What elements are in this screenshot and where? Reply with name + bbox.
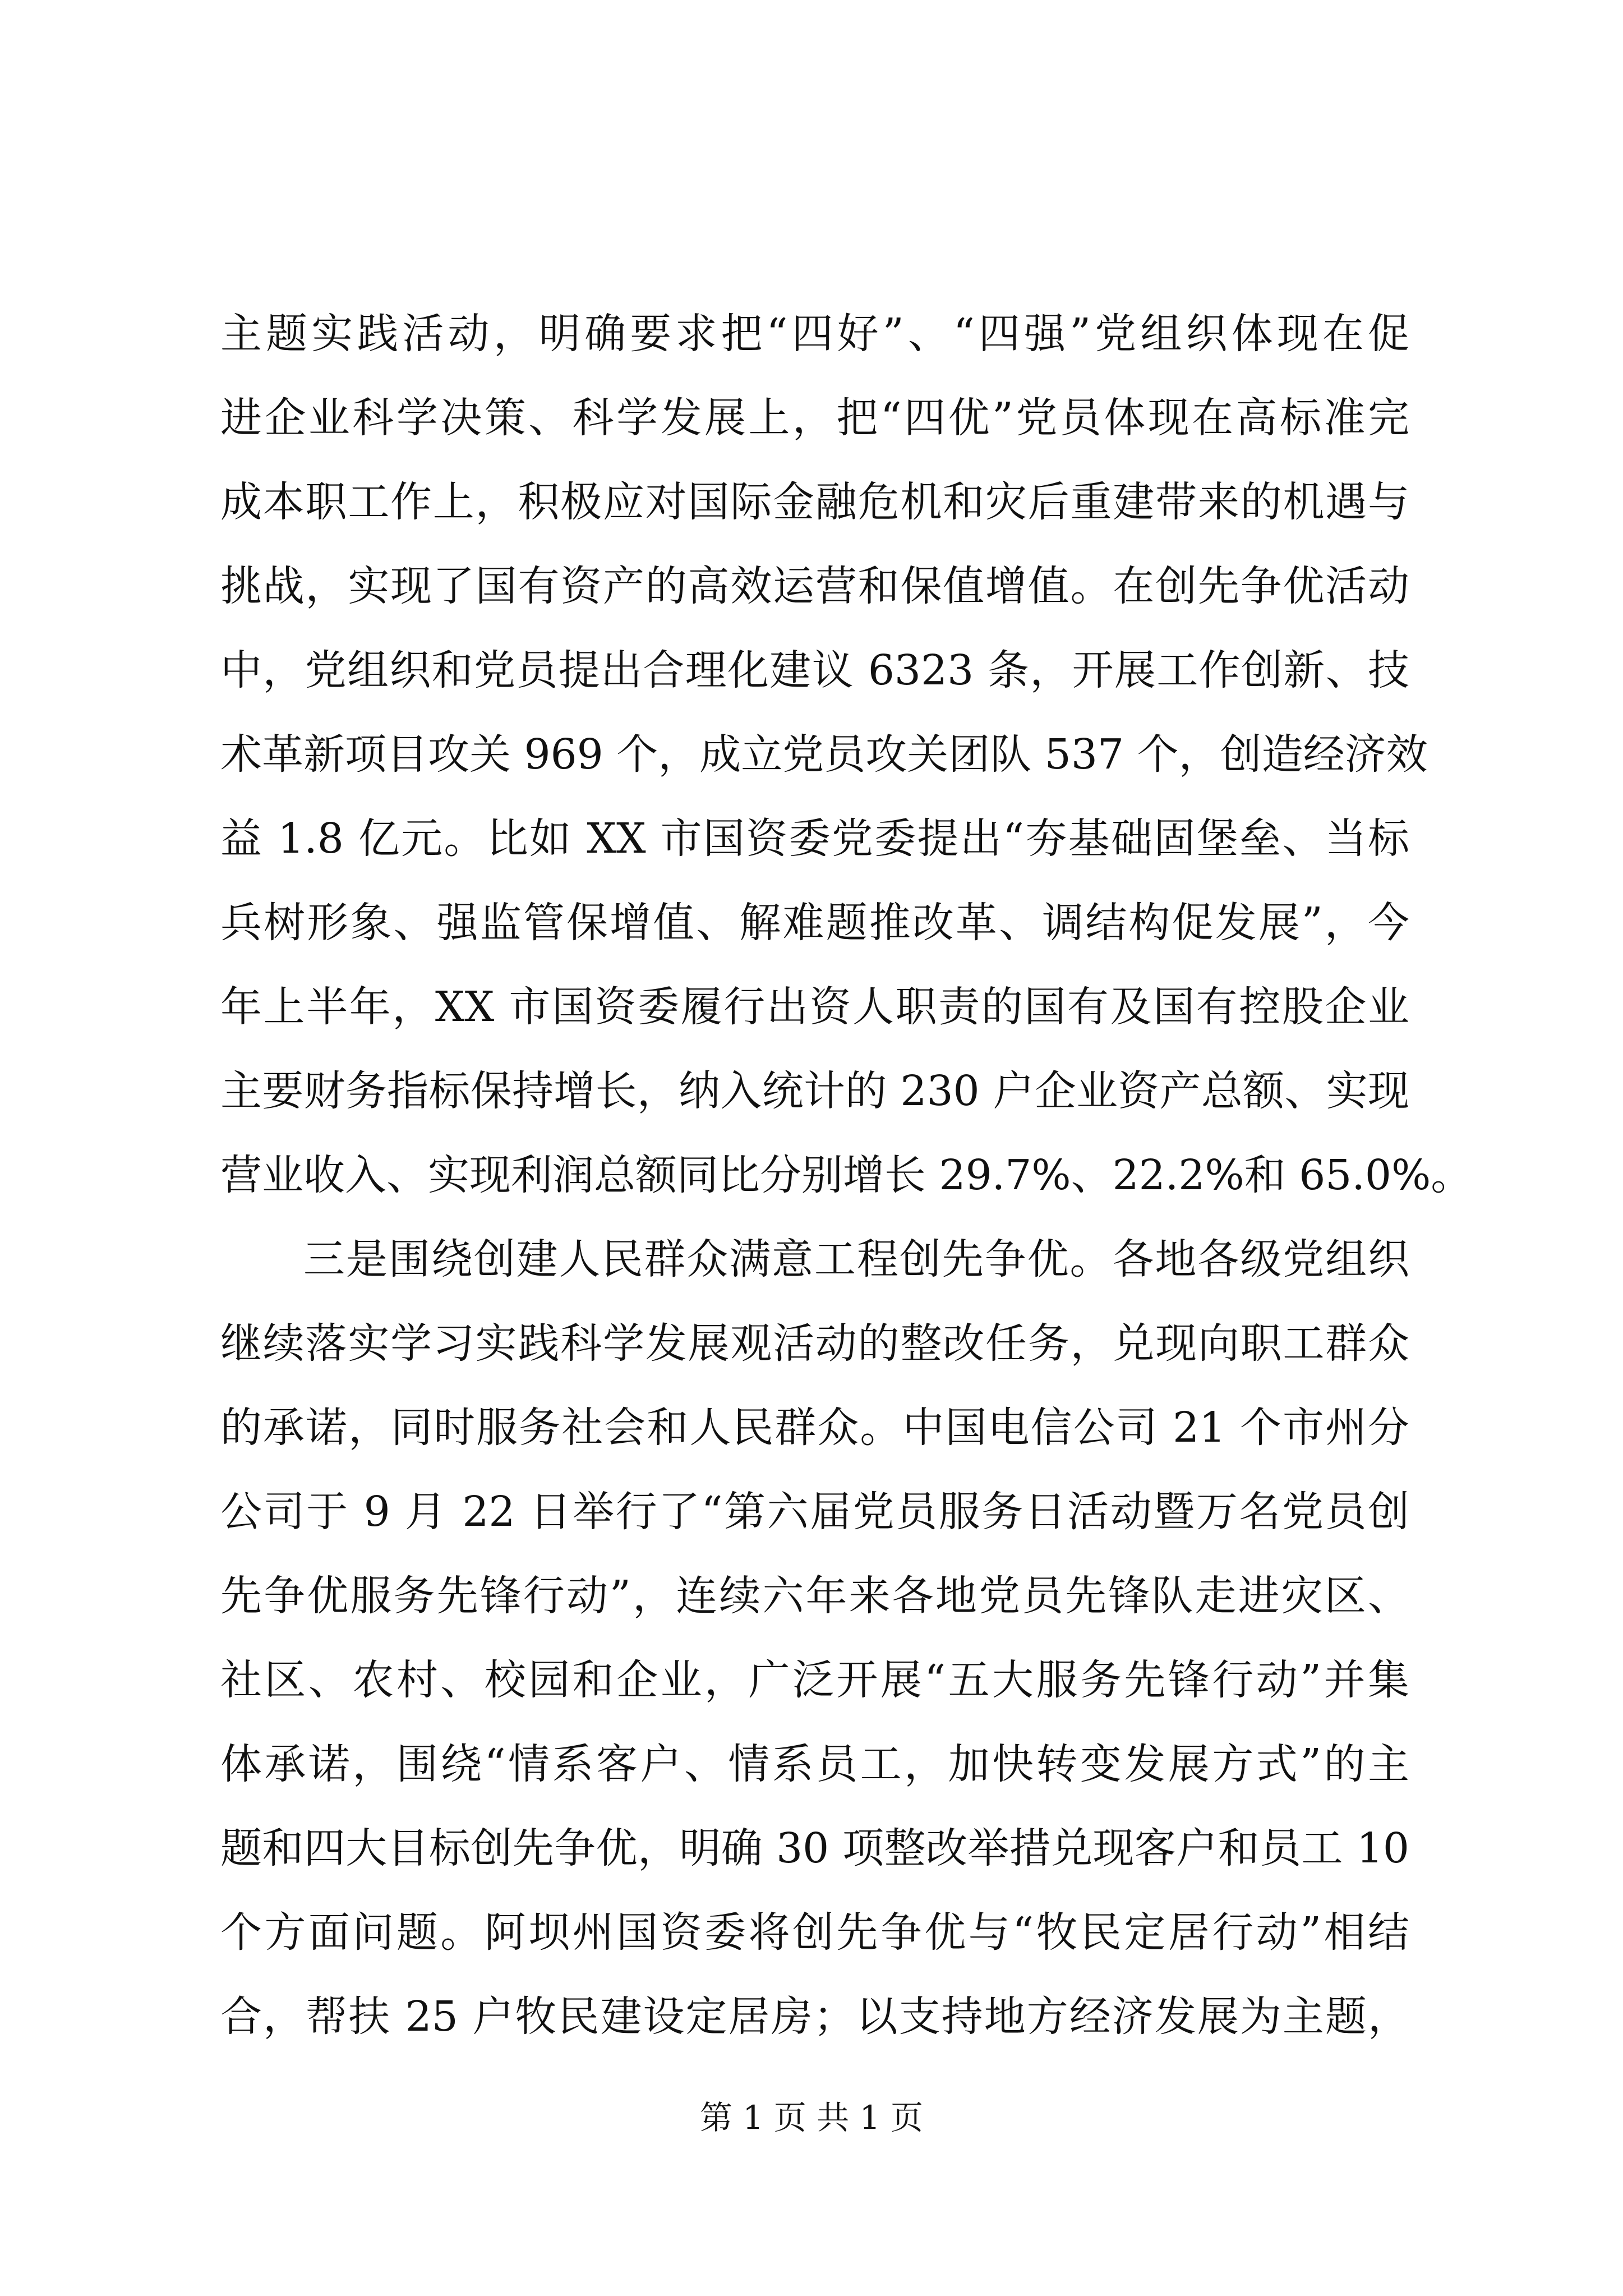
- text-line: 公司于 9 月 22 日举行了“第六届党员服务日活动暨万名党员创: [220, 1488, 1409, 1536]
- text-line: 继续落实学习实践科学发展观活动的整改任务，兑现向职工群众: [220, 1319, 1409, 1368]
- text-line: 益 1.8 亿元。比如 XX 市国资委党委提出“夯基础固堡垒、当标: [220, 815, 1409, 863]
- text-line: 个方面问题。阿坝州国资委将创先争优与“牧民定居行动”相结: [220, 1908, 1409, 1957]
- text-line: 挑战，实现了国有资产的高效运营和保值增值。在创先争优活动: [220, 562, 1409, 610]
- page-number: 第 1 页 共 1 页: [700, 2099, 923, 2137]
- text-line: 先争优服务先锋行动”，连续六年来各地党员先锋队走进灾区、: [220, 1572, 1409, 1620]
- text-line: 年上半年，XX 市国资委履行出资人职责的国有及国有控股企业: [220, 983, 1409, 1031]
- text-line: 主要财务指标保持增长，纳入统计的 230 户企业资产总额、实现: [220, 1067, 1409, 1115]
- text-line: 合，帮扶 25 户牧民建设定居房；以支持地方经济发展为主题，: [220, 1993, 1409, 2041]
- text-line: 进企业科学决策、科学发展上，把“四优”党员体现在高标准完: [220, 394, 1409, 442]
- text-line: 营业收入、实现利润总额同比分别增长 29.7%、22.2%和 65.0%。: [220, 1151, 1473, 1199]
- text-line: 的承诺，同时服务社会和人民群众。中国电信公司 21 个市州分: [220, 1404, 1409, 1452]
- text-line: 社区、农村、校园和企业，广泛开展“五大服务先锋行动”并集: [220, 1656, 1409, 1704]
- text-line: 中，党组织和党员提出合理化建议 6323 条，开展工作创新、技: [220, 646, 1409, 694]
- page-footer: [0, 2095, 1623, 2140]
- document-body: [220, 292, 1473, 2059]
- text-line: 主题实践活动，明确要求把“四好”、“四强”党组织体现在促: [220, 310, 1409, 358]
- text-line: 体承诺，围绕“情系客户、情系员工，加快转变发展方式”的主: [220, 1740, 1409, 1788]
- text-line: 术革新项目攻关 969 个，成立党员攻关团队 537 个，创造经济效: [220, 730, 1428, 779]
- text-line: 兵树形象、强监管保增值、解难题推改革、调结构促发展”，今: [220, 899, 1409, 947]
- paragraph-first-line: 三是围绕创建人民群众满意工程创先争优。各地各级党组织: [303, 1235, 1409, 1283]
- text-line: 成本职工作上，积极应对国际金融危机和灾后重建带来的机遇与: [220, 478, 1409, 526]
- text-line: 题和四大目标创先争优，明确 30 项整改举措兑现客户和员工 10: [220, 1824, 1409, 1872]
